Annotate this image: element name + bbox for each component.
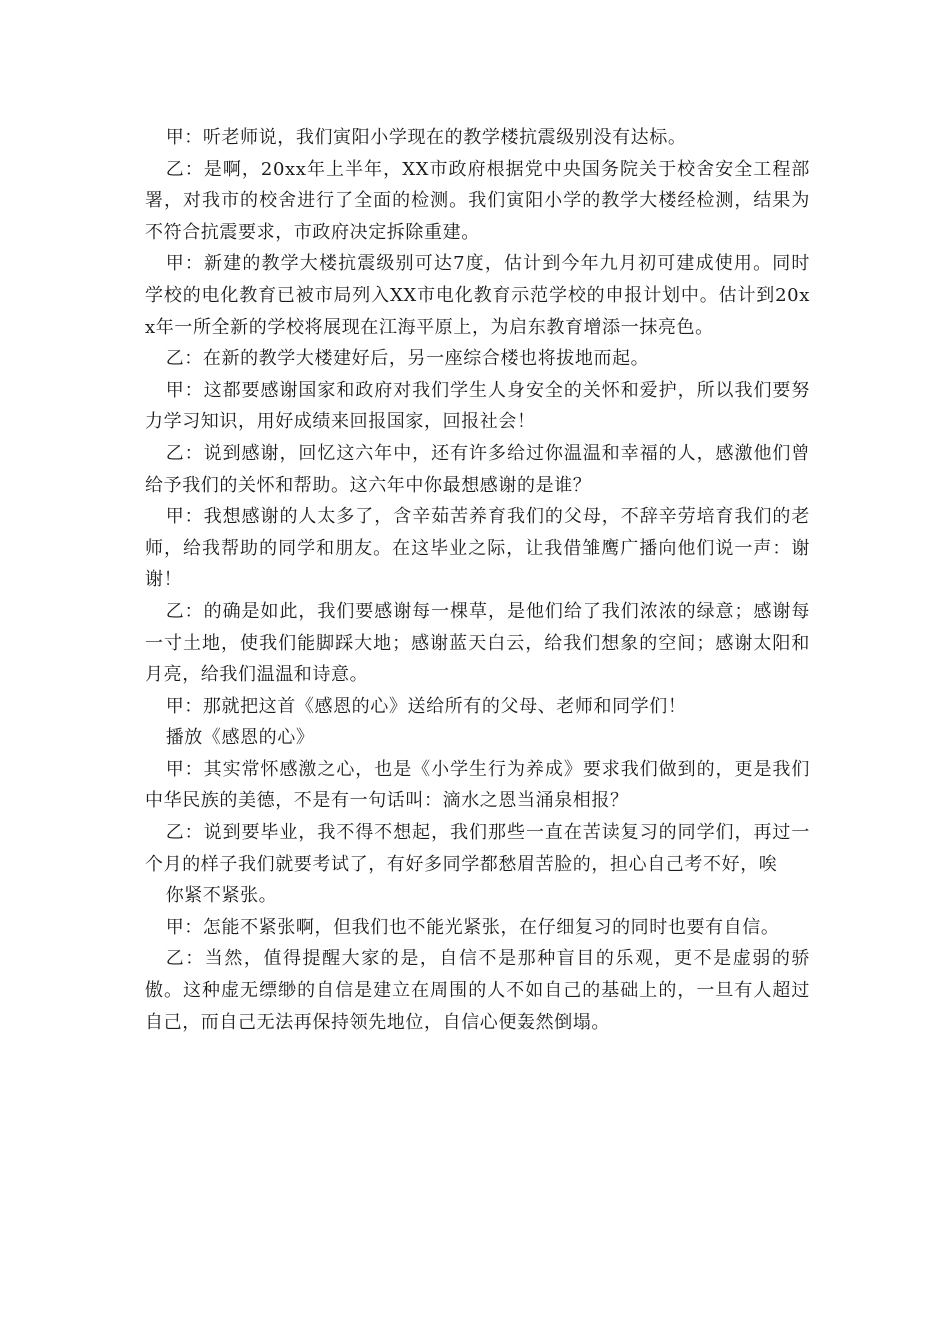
paragraph-10: 播放《感恩的心》 [165,727,315,749]
paragraph-7: 甲：我想感谢的人太多了，含辛茹苦养育我们的父母，不辞辛劳培育我们的老师，给我帮助的同学和朋友。在这毕业之际，让我借雏鹰广播向他们说一声：谢谢！ [145,506,810,591]
paragraph-5: 甲：这都要感谢国家和政府对我们学生人身安全的关怀和爱护，所以我们要努力学习知识，用好成绩来回报国家，回报社会！ [145,379,810,433]
paragraph-3: 甲：新建的教学大楼抗震级别可达7度，估计到今年九月初可建成使用。同时学校的电化教育已被市局列入XX市电化教育示范学校的申报计划中。估计到20xx年一所全新的学校将展现在江海平原上，为启东教育增添一抹亮色。 [145,253,810,338]
paragraph-2: 乙：是啊，20xx年上半年，XX市政府根据党中央国务院关于校舍安全工程部署，对我市的校舍进行了全面的检测。我们寅阳小学的教学大楼经检测，结果为不符合抗震要求，市政府决定拆除重建。 [145,158,810,243]
paragraph-11: 甲：其实常怀感激之心，也是《小学生行为养成》要求我们做到的，更是我们中华民族的美德，不是有一句话叫：滴水之恩当涌泉相报？ [145,758,810,812]
paragraph-6: 乙：说到感谢，回忆这六年中，还有许多给过你温温和幸福的人，感激他们曾给予我们的关怀和帮助。这六年中你最想感谢的是谁？ [145,442,810,496]
paragraph-15: 乙：当然，值得提醒大家的是，自信不是那种盲目的乐观，更不是虚弱的骄傲。这种虚无缥缈的自信是建立在周围的人不如自己的基础上的，一旦有人超过自己，而自己无法再保持领先地位，自信心便轰然倒塌。 [145,948,810,1033]
paragraph-14: 甲：怎能不紧张啊，但我们也不能光紧张，在仔细复习的同时也要有自信。 [165,916,780,938]
paragraph-4: 乙：在新的教学大楼建好后，另一座综合楼也将拔地而起。 [165,348,650,370]
paragraph-9: 甲：那就把这首《感恩的心》送给所有的父母、老师和同学们！ [165,695,687,717]
paragraph-13: 你紧不紧张。 [165,885,278,907]
paragraph-12: 乙：说到要毕业，我不得不想起，我们那些一直在苦读复习的同学们，再过一个月的样子我们就要考试了，有好多同学都愁眉苦脸的，担心自己考不好，唉 [145,822,810,875]
paragraph-8: 乙：的确是如此，我们要感谢每一棵草，是他们给了我们浓浓的绿意；感谢每一寸土地，使我们能脚踩大地；感谢蓝天白云，给我们想象的空间；感谢太阳和月亮，给我们温温和诗意。 [145,600,810,686]
paragraph-1: 甲：听老师说，我们寅阳小学现在的教学楼抗震级别没有达标。 [165,127,687,148]
document-body [145,122,810,1038]
